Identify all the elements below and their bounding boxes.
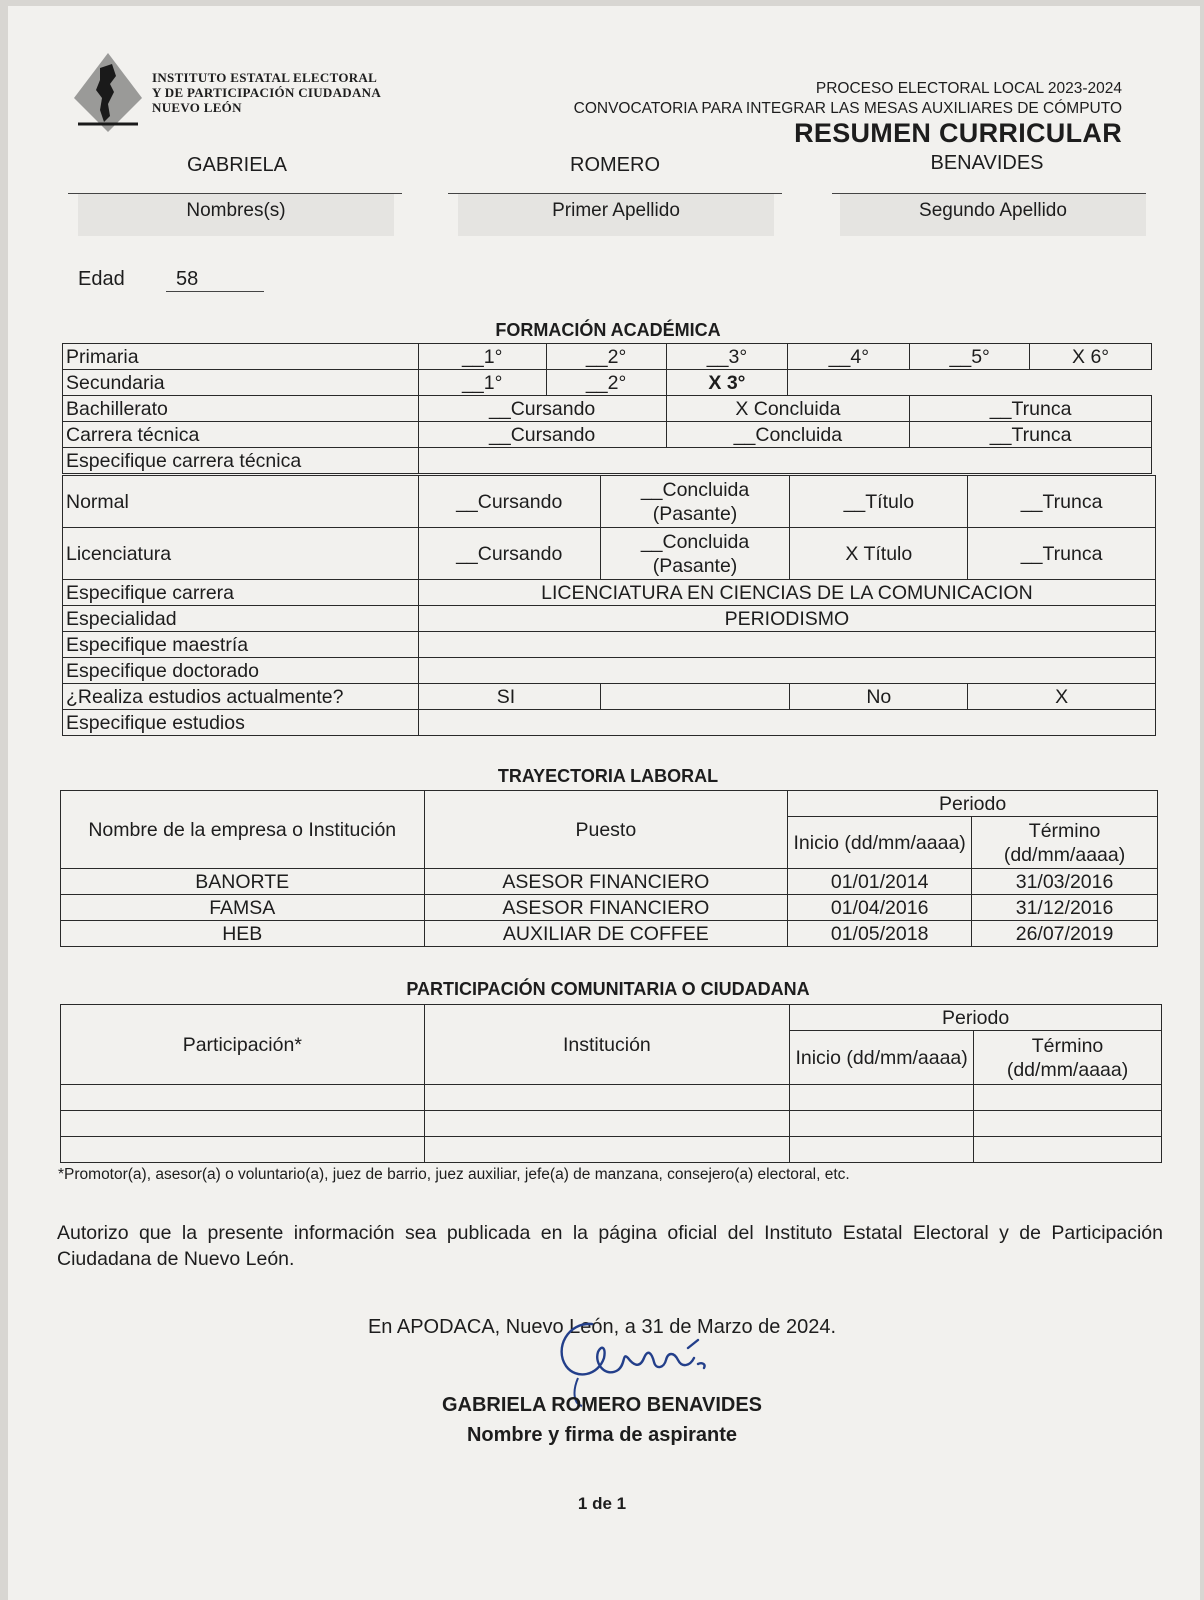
option-cell: __Trunca [968,476,1156,528]
value-cell [418,448,1151,474]
end-cell [974,1137,1162,1163]
signer-label: Nombre y firma de aspirante [466,1424,738,1446]
authorization-text: Autorizo que la presente información sea publicada en la página oficial del Instituto Estatal Electoral y de Participación Ciudadana de Nuevo León. [57,1222,1163,1270]
option-cell: X Título [790,528,968,580]
position-cell: ASESOR FINANCIERO [424,895,788,921]
institute-name [152,70,381,115]
header-period: Periodo [788,791,1158,817]
table-row [61,895,1158,921]
value-cell [418,632,1155,658]
start-cell [790,1085,974,1111]
end-cell: 31/03/2016 [972,869,1158,895]
option-cell: __Cursando [418,422,666,448]
header-participation: Participación* [61,1005,425,1085]
option-cell: __Título [790,476,968,528]
table-row [61,1085,1162,1111]
header-institution: Institución [424,1005,790,1085]
specialty-value: PERIODISMO [418,606,1155,632]
option-cell: __4° [788,344,910,370]
work-table [60,790,1158,947]
option-cell: __Cursando [418,476,600,528]
option-cell: __Concluida (Pasante) [600,528,790,580]
yes-label: SI [418,684,600,710]
start-cell [790,1111,974,1137]
first-name-label: Nombres(s) [78,194,394,236]
last-name2-label: Segundo Apellido [840,194,1146,236]
institution-cell [424,1137,790,1163]
value-cell [418,710,1155,736]
row-label: Licenciatura [63,528,419,580]
table-row [61,921,1158,947]
company-cell: BANORTE [61,869,425,895]
option-cell: __2° [546,370,666,396]
community-table [60,1004,1162,1163]
row-label: Normal [63,476,419,528]
option-cell: __5° [910,344,1030,370]
header-end: Término (dd/mm/aaaa) [972,817,1158,869]
company-cell: HEB [61,921,425,947]
signer-name: GABRIELA ROMERO BENAVIDES [441,1394,763,1416]
row-label: Especialidad [63,606,419,632]
position-cell: ASESOR FINANCIERO [424,869,788,895]
row-label: Primaria [63,344,419,370]
start-cell: 01/05/2018 [788,921,972,947]
call-title: CONVOCATORIA PARA INTEGRAR LAS MESAS AUXILIARES DE CÓMPUTO [573,100,1122,117]
participation-cell [61,1137,425,1163]
institute-line: NUEVO LEÓN [152,100,242,115]
option-cell: __2° [546,344,666,370]
yes-mark [600,684,790,710]
institute-line: INSTITUTO ESTATAL ELECTORAL [152,70,378,85]
header-position: Puesto [424,791,788,869]
option-cell: __Cursando [418,528,600,580]
participation-cell [61,1111,425,1137]
option-cell: __Trunca [910,396,1152,422]
institute-line: Y DE PARTICIPACIÓN CIUDADANA [152,85,382,100]
option-cell: __Trunca [968,528,1156,580]
option-cell: __3° [666,344,788,370]
header-period: Periodo [790,1005,1162,1031]
header-company: Nombre de la empresa o Institución [61,791,425,869]
academic-table [62,343,1152,474]
option-cell: __Concluida [666,422,910,448]
value-cell [418,658,1155,684]
first-name-value: GABRIELA [186,154,288,176]
option-cell: __1° [418,370,546,396]
process-title: PROCESO ELECTORAL LOCAL 2023-2024 [815,80,1122,97]
section-title: FORMACIÓN ACADÉMICA [495,320,721,340]
header-start: Inicio (dd/mm/aaaa) [788,817,972,869]
career-value: LICENCIATURA EN CIENCIAS DE LA COMUNICACION [418,580,1155,606]
option-cell: X Concluida [666,396,910,422]
section-title: TRAYECTORIA LABORAL [497,766,719,786]
institute-logo [70,50,146,136]
option-cell: __Cursando [418,396,666,422]
end-cell: 26/07/2019 [972,921,1158,947]
footnote: *Promotor(a), asesor(a) o voluntario(a), juez de barrio, juez auxiliar, jefe(a) de manzana, consejero(a) electoral, etc. [58,1166,850,1183]
row-label: Especifique carrera [63,580,419,606]
table-row [61,1111,1162,1137]
age-value: 58 [166,268,264,292]
option-cell: __Trunca [910,422,1152,448]
end-cell [974,1085,1162,1111]
header-end: Término (dd/mm/aaaa) [974,1031,1162,1085]
section-title: PARTICIPACIÓN COMUNITARIA O CIUDADANA [406,979,810,999]
start-cell: 01/04/2016 [788,895,972,921]
start-cell: 01/01/2014 [788,869,972,895]
no-label: No [790,684,968,710]
participation-cell [61,1085,425,1111]
place-date: En APODACA, Nuevo León, a 31 de Marzo de 2024. [367,1316,837,1338]
company-cell: FAMSA [61,895,425,921]
start-cell [790,1137,974,1163]
last-name1-label: Primer Apellido [458,194,774,236]
option-cell: X 3° [666,370,788,396]
option-cell: X 6° [1030,344,1152,370]
table-row [61,869,1158,895]
row-label: Especifique carrera técnica [63,448,419,474]
row-label: Especifique doctorado [63,658,419,684]
institution-cell [424,1085,790,1111]
option-cell: __1° [418,344,546,370]
institution-cell [424,1111,790,1137]
end-cell: 31/12/2016 [972,895,1158,921]
age-label: Edad [78,268,125,290]
table-row [61,1137,1162,1163]
last-name1-value: ROMERO [570,154,660,176]
academic-table-2 [62,475,1156,736]
row-label: Especifique estudios [63,710,419,736]
last-name2-value: BENAVIDES [930,152,1044,174]
row-label: Especifique maestría [63,632,419,658]
page-number: 1 de 1 [577,1494,627,1513]
page-title: RESUMEN CURRICULAR [794,118,1122,148]
row-label: Bachillerato [63,396,419,422]
row-label: ¿Realiza estudios actualmente? [63,684,419,710]
row-label: Secundaria [63,370,419,396]
empty-cell [788,370,1152,396]
row-label: Carrera técnica [63,422,419,448]
end-cell [974,1111,1162,1137]
option-cell: __Concluida (Pasante) [600,476,790,528]
no-mark: X [968,684,1156,710]
position-cell: AUXILIAR DE COFFEE [424,921,788,947]
header-start: Inicio (dd/mm/aaaa) [790,1031,974,1085]
